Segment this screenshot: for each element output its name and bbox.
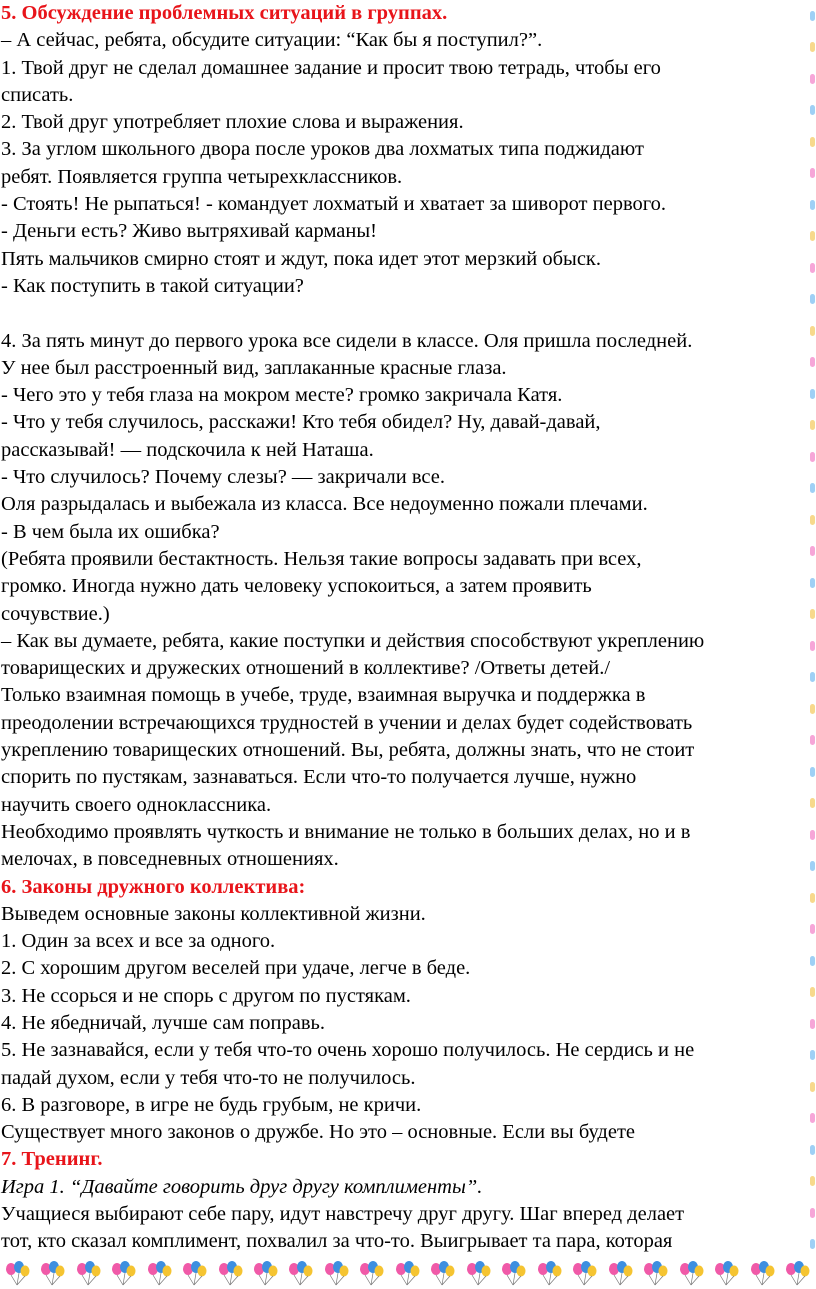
balloon-dot-icon <box>810 263 815 273</box>
text-line: - Как поступить в такой ситуации? <box>1 274 304 297</box>
balloons-icon <box>3 1261 33 1287</box>
text-line: 2. Твой друг употребляет плохие слова и выражения. <box>1 111 464 134</box>
text-line: мелочах, в повседневных отношениях. <box>1 848 339 871</box>
balloon-dot-icon <box>810 924 815 934</box>
text-line: 3. За углом школьного двора после уроков два лохматых типа поджидают <box>1 138 644 161</box>
balloon-dot-icon <box>810 1019 815 1029</box>
balloon-dot-icon <box>810 641 815 651</box>
balloons-icon <box>641 1261 671 1287</box>
text-line: - Стоять! Не рыпаться! - командует лохматый и хватает за шиворот первого. <box>1 193 667 216</box>
balloon-border <box>0 1259 816 1289</box>
section-5-heading: 5. Обсуждение проблемных ситуаций в группах. <box>1 2 448 24</box>
balloon-dot-icon <box>810 1208 815 1218</box>
balloon-dot-icon <box>810 137 815 147</box>
text-line: Оля разрыдалась и выбежала из класса. Все недоуменно пожали плечами. <box>1 493 648 516</box>
text-line: 4. Не ябедничай, лучше сам поправь. <box>1 1011 325 1034</box>
balloons-icon <box>357 1261 387 1287</box>
balloon-dot-icon <box>810 11 815 21</box>
balloon-dot-icon <box>810 861 815 871</box>
balloon-dot-icon <box>810 483 815 493</box>
balloons-icon <box>783 1261 813 1287</box>
balloon-dot-icon <box>810 168 815 178</box>
balloon-dot-icon <box>810 105 815 115</box>
text-line: списать. <box>1 83 74 106</box>
balloon-dot-icon <box>810 42 815 52</box>
balloons-icon <box>677 1261 707 1287</box>
balloons-icon <box>286 1261 316 1287</box>
balloon-dot-icon <box>810 357 815 367</box>
text-line: (Ребята проявили бестактность. Нельзя такие вопросы задавать при всех, <box>1 547 642 570</box>
balloons-icon <box>38 1261 68 1287</box>
text-line: - Деньги есть? Живо вытряхивай карманы! <box>1 220 377 243</box>
text-line: – А сейчас, ребята, обсудите ситуации: “Как бы я поступил?”. <box>1 29 543 52</box>
balloon-dot-icon <box>810 672 815 682</box>
balloon-dot-icon <box>810 1145 815 1155</box>
text-line: укреплению товарищеских отношений. Вы, ребята, должны знать, что не стоит <box>1 739 695 762</box>
text-line: сочувствие.) <box>1 602 110 625</box>
balloon-dot-icon <box>810 956 815 966</box>
balloon-dot-icon <box>810 767 815 777</box>
balloon-dot-icon <box>810 1113 815 1123</box>
balloons-icon <box>180 1261 210 1287</box>
balloons-icon <box>393 1261 423 1287</box>
balloons-icon <box>748 1261 778 1287</box>
text-line: Учащиеся выбирают себе пару, идут навстречу друг другу. Шаг вперед делает <box>1 1203 685 1226</box>
balloons-icon <box>251 1261 281 1287</box>
balloons-icon <box>570 1261 600 1287</box>
balloon-dot-icon <box>810 704 815 714</box>
balloon-dot-icon <box>810 1082 815 1092</box>
balloons-icon <box>145 1261 175 1287</box>
text-line: 6. В разговоре, в игре не будь грубым, не кричи. <box>1 1093 422 1116</box>
balloon-dot-icon <box>810 735 815 745</box>
balloons-icon <box>535 1261 565 1287</box>
text-line: Выведем основные законы коллективной жизни. <box>1 902 426 925</box>
text-line: 1. Один за всех и все за одного. <box>1 930 276 953</box>
text-line: Существует много законов о дружбе. Но это – основные. Если вы будете <box>1 1121 636 1144</box>
text-line: тот, кто сказал комплимент, похвалил за что-то. Выигрывает та пара, которая <box>1 1230 673 1253</box>
section-7-heading: 7. Тренинг. <box>1 1148 103 1171</box>
text-line: товарищеских и дружеских отношений в коллективе? /Ответы детей./ <box>1 657 611 680</box>
text-line: падай духом, если у тебя что-то не получилось. <box>1 1066 416 1089</box>
text-line: - Что у тебя случилось, расскажи! Кто тебя обидел? Ну, давай-давай, <box>1 411 601 434</box>
section-6-heading: 6. Законы дружного коллектива: <box>1 875 306 898</box>
balloon-dot-icon <box>810 515 815 525</box>
text-line: - В чем была их ошибка? <box>1 520 220 543</box>
balloon-dot-icon <box>810 609 815 619</box>
text-line: - Чего это у тебя глаза на мокром месте? громко закричала Катя. <box>1 384 563 407</box>
text-line: Только взаимная помощь в учебе, труде, взаимная выручка и поддержка в <box>1 684 646 707</box>
balloon-dot-icon <box>810 1176 815 1186</box>
text-line: ребят. Появляется группа четырехклассников. <box>1 165 403 188</box>
text-line: 2. С хорошим другом веселей при удаче, легче в беде. <box>1 957 471 980</box>
text-line: - Что случилось? Почему слезы? — закричали все. <box>1 466 445 489</box>
balloons-icon <box>322 1261 352 1287</box>
game-title: Игра 1. “Давайте говорить друг другу комплименты”. <box>1 1175 483 1198</box>
balloon-dot-icon <box>810 1050 815 1060</box>
balloons-icon <box>606 1261 636 1287</box>
balloon-dot-icon <box>810 389 815 399</box>
text-line: 1. Твой друг не сделал домашнее задание и просит твою тетрадь, чтобы его <box>1 56 661 79</box>
balloon-dot-icon <box>810 200 815 210</box>
blank-line <box>0 300 812 327</box>
text-line: 3. Не ссорься и не спорь с другом по пустякам. <box>1 984 411 1007</box>
balloon-dot-icon <box>810 294 815 304</box>
balloon-dot-icon <box>810 798 815 808</box>
text-line: Необходимо проявлять чуткость и внимание не только в больших делах, но и в <box>1 820 691 843</box>
text-line: преодолении встречающихся трудностей в учении и делах будет содействовать <box>1 711 693 734</box>
text-line: рассказывай! — подскочила к ней Наташа. <box>1 438 374 461</box>
text-line: научить своего одноклассника. <box>1 793 272 816</box>
balloons-icon <box>712 1261 742 1287</box>
text-line: 4. За пять минут до первого урока все сидели в классе. Оля пришла последней. <box>1 329 693 352</box>
balloon-dot-icon <box>810 1239 815 1249</box>
balloons-icon <box>109 1261 139 1287</box>
balloon-dot-icon <box>810 893 815 903</box>
balloon-dot-icon <box>810 987 815 997</box>
balloon-dot-icon <box>810 830 815 840</box>
balloons-icon <box>499 1261 529 1287</box>
text-line: У нее был расстроенный вид, заплаканные красные глаза. <box>1 356 507 379</box>
balloons-icon <box>428 1261 458 1287</box>
balloons-icon <box>464 1261 494 1287</box>
text-line: Пять мальчиков смирно стоят и ждут, пока идет этот мерзкий обыск. <box>1 247 602 270</box>
balloon-dot-icon <box>810 578 815 588</box>
text-line: спорить по пустякам, зазнаваться. Если что-то получается лучше, нужно <box>1 766 637 789</box>
balloon-dot-icon <box>810 546 815 556</box>
right-border-decoration <box>808 0 816 1260</box>
balloon-dot-icon <box>810 420 815 430</box>
balloon-dot-icon <box>810 74 815 84</box>
text-line: – Как вы думаете, ребята, какие поступки и действия способствуют укреплению <box>1 629 705 652</box>
balloon-dot-icon <box>810 452 815 462</box>
text-line: 5. Не зазнавайся, если у тебя что-то очень хорошо получилось. Не сердись и не <box>1 1039 695 1062</box>
balloons-icon <box>216 1261 246 1287</box>
balloon-dot-icon <box>810 326 815 336</box>
balloon-dot-icon <box>810 231 815 241</box>
balloons-icon <box>74 1261 104 1287</box>
text-line: громко. Иногда нужно дать человеку успокоиться, а затем проявить <box>1 575 592 598</box>
